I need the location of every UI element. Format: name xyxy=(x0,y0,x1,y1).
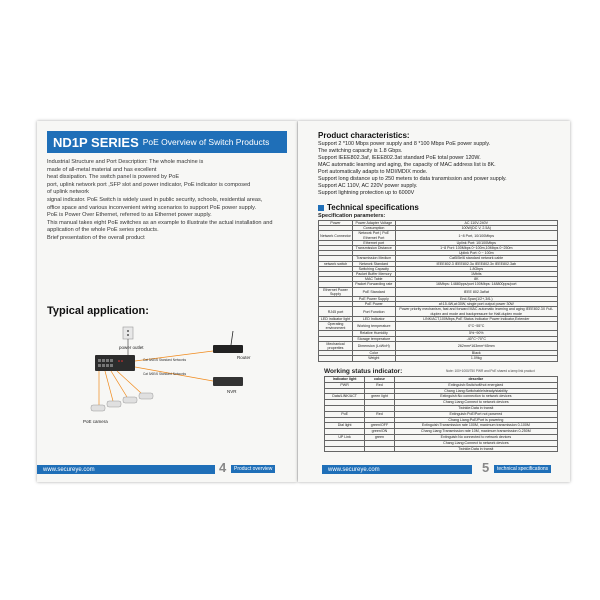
intro-line: port, uplink network port ,SFP slot and power indicator, PoE indicator is composed xyxy=(47,181,251,188)
ws-describe: Extinguish:Switchoff/not energized xyxy=(394,382,557,388)
spec-row xyxy=(319,287,558,296)
working-status-table xyxy=(324,376,558,452)
spec-value: -40°C~70°C xyxy=(395,336,557,341)
spec-row xyxy=(319,322,558,331)
footer-url: www.secureye.com xyxy=(43,466,95,473)
spec-row xyxy=(319,307,558,316)
intro-line: heat dissipation. The switch panel is powered by PoE xyxy=(47,174,180,181)
spec-row xyxy=(319,231,558,240)
intro-line: signal indicator. PoE Switch is widely used in public security, schools, residential areas, xyxy=(47,196,263,203)
series-subtitle: PoE Overview of Switch Products xyxy=(142,137,270,147)
series-header-band xyxy=(47,131,287,153)
spec-parameter: Port Function xyxy=(353,307,396,316)
spec-parameter: Power Adapter Voltage xyxy=(353,221,396,226)
spec-parameter: Storage temperature xyxy=(353,336,396,341)
spec-value: 1~8 Port: 100Mbps 0~100m,10Mbps 0~250m xyxy=(395,246,557,251)
spec-parameter: Dimension (LxWxH) xyxy=(353,341,396,350)
series-title: ND1P SERIES xyxy=(53,134,139,150)
spec-parameter: MAC Table xyxy=(353,277,396,282)
section-square-icon xyxy=(318,205,324,211)
spec-value: 0°C~55°C xyxy=(395,322,557,331)
characteristic-item: MAC automatic learning and aging, the capacity of MAC address list is 8K. xyxy=(318,162,496,168)
spec-category xyxy=(319,356,353,361)
spec-table xyxy=(318,220,558,362)
nvr-icon xyxy=(213,377,243,386)
ws-describe: Twinkle:Data in transit xyxy=(394,446,557,452)
characteristic-item: Support long distance up to 250 meters to data transmission and power supply. xyxy=(318,176,507,182)
ws-describe: Chang Liang:Switchable/steady/stability xyxy=(394,388,557,394)
page-tag: technical specifications xyxy=(494,465,551,473)
spec-category: LED indicator light xyxy=(319,316,353,321)
page-number: 4 xyxy=(219,460,227,475)
tech-spec-heading xyxy=(318,203,419,212)
ws-colour: green/OFF xyxy=(365,423,395,429)
series-header xyxy=(47,131,287,153)
spec-value: 1.8Gbps xyxy=(395,266,557,271)
ws-describe: Extinguish:Transmission rate 100M, maximum transmission 0-100M xyxy=(394,423,557,429)
spec-parameter: PoE Power Supply xyxy=(353,297,396,302)
spec-parameter: Color xyxy=(353,351,396,356)
spec-value: 100W(DC V, 2.5A) xyxy=(395,226,557,231)
spec-parameter: Transmission Medium xyxy=(353,256,396,261)
intro-text xyxy=(47,159,287,243)
power-outlet-label: power outlet xyxy=(119,345,144,350)
spec-value: Uplink Port: 10/100Mbps xyxy=(395,240,557,245)
characteristic-item: Support lightning protection up to 6000V xyxy=(318,190,415,196)
router-icon xyxy=(213,345,243,353)
spec-value: Black xyxy=(395,351,557,356)
ws-describe: Chang Liang:PoE/Port is powering xyxy=(394,417,557,423)
spec-parameter: Switching Capacity xyxy=(353,266,396,271)
footer-bar xyxy=(322,465,472,474)
ws-describe: Chang Liang:Connect to network devices xyxy=(394,440,557,446)
spec-params-label: Specification parameters: xyxy=(318,213,386,219)
characteristic-item: Port automatically adapts to MDI/MDIX mode. xyxy=(318,169,428,175)
characteristics-list xyxy=(318,141,558,197)
ws-colour: Red xyxy=(365,411,395,417)
working-status-heading: Working status indicator: xyxy=(324,368,403,375)
ws-colour xyxy=(365,446,395,452)
ws-indicator: Dial light xyxy=(325,423,365,429)
spec-parameter: Relative Humidity xyxy=(353,331,396,336)
characteristic-item: Support IEEE802.3af, IEEE802.3at standard PoE total power 120W. xyxy=(318,155,481,161)
ws-colour: green xyxy=(365,434,395,440)
ws-row xyxy=(325,446,558,452)
intro-line: Brief presentation of the overall product xyxy=(47,234,145,241)
footer-bar xyxy=(37,465,215,474)
spec-row xyxy=(319,341,558,350)
ws-colour: Red xyxy=(365,382,395,388)
intro-line: PoE is Power Over Ethernet, referred to as Ethernet power supply. xyxy=(47,212,212,219)
spec-value: Cat5/5e/6 standard network cable xyxy=(395,256,557,261)
spec-category: network switch xyxy=(319,261,353,266)
characteristic-item: Support 2 *100 Mbps power supply and 8 *100 Mbps PoE power supply. xyxy=(318,141,491,147)
ws-header-cell: colour xyxy=(365,377,395,383)
ws-describe: Extinguish:No connected to network devices xyxy=(394,434,557,440)
poe-camera-icons xyxy=(91,393,153,411)
spec-parameter: Packet Buffer Memory xyxy=(353,272,396,277)
ws-describe: Chang Liang:Transmission rate 10M, maximum transmission 0-250M xyxy=(394,429,557,435)
cable-label-1: Cat 5/6E/6 Standard Networks xyxy=(143,358,187,362)
typical-application-heading: Typical application: xyxy=(47,305,149,317)
intro-line: made of all-metal material and has excellent xyxy=(47,166,157,173)
spec-parameter: Ethernet port xyxy=(353,240,396,245)
camera-label: PoE camera xyxy=(83,419,108,424)
spec-category: Ethernet Power Supply xyxy=(319,287,353,296)
spec-category: Network Connector xyxy=(319,231,353,240)
spec-value: 8K xyxy=(395,277,557,282)
spec-value: 1.09kg xyxy=(395,356,557,361)
ws-indicator: UP Link xyxy=(325,434,365,440)
spec-parameter: PoE Power xyxy=(353,302,396,307)
ws-describe: Extinguish:No connection to network devices xyxy=(394,394,557,400)
ws-header-cell: Indicator light xyxy=(325,377,365,383)
application-diagram xyxy=(79,325,279,453)
spec-value: 262mm*163mm*45mm xyxy=(395,341,557,350)
ws-indicator: PoE xyxy=(325,411,365,417)
intro-line: Industrial Structure and Port Description: The whole machine is xyxy=(47,159,204,165)
ws-describe: Twinkle:Data in transit xyxy=(394,405,557,411)
intro-line: This manual takes eight PoE switches as an example to illustrate the actual installation and xyxy=(47,219,273,226)
spec-category: Power xyxy=(319,221,353,226)
spec-parameter: Packet Forwarding rate xyxy=(353,282,396,287)
right-page xyxy=(298,121,570,482)
spec-category: Operating environment xyxy=(319,322,353,331)
spec-parameter: LED Indicator xyxy=(353,316,396,321)
ws-colour: green light xyxy=(365,394,395,400)
spec-value: LINK/ACT,100Mbps,PoE Status Indicator Power indicator,Extender xyxy=(395,316,557,321)
ws-indicator: PWR xyxy=(325,382,365,388)
spec-value: Uplink Port: 0 ~ 100m xyxy=(395,251,557,256)
footer-url: www.secureye.com xyxy=(328,466,380,473)
spec-value: Power priority mechanism, fast and forward MAC automatic learning and aging IEEE802.3X Full-duplex and mode and backpressure for Half-duplex mode xyxy=(395,307,557,316)
spec-value: 5%~90% xyxy=(395,331,557,336)
ws-colour: green/ON xyxy=(365,429,395,435)
ws-header-cell: describe xyxy=(394,377,557,383)
spec-value: 16Mbps: 14880pps/port 100Mbps: 148800pps/port xyxy=(395,282,557,287)
intro-line: of uplink network xyxy=(47,189,89,196)
router-label: Router xyxy=(237,355,251,360)
spec-value: IEEE 802.3af/at xyxy=(395,287,557,296)
ws-describe: Chang Liang:Connect to network devices xyxy=(394,400,557,406)
ws-indicator xyxy=(325,446,365,452)
tech-spec-title: Technical specifications xyxy=(327,203,419,212)
intro-line: office space and various inconvenient wiring scenarios to support PoE power supply. xyxy=(47,204,257,211)
spec-parameter: Network Standard xyxy=(353,261,396,266)
spec-parameter: Weight xyxy=(353,356,396,361)
spec-row xyxy=(319,356,558,361)
cable-label-2: Cat 5/6E/6 Standard Networks xyxy=(143,372,187,376)
power-outlet-icon xyxy=(123,327,133,339)
characteristic-item: The switching capacity is 1.8 Gbps. xyxy=(318,148,403,154)
spec-value: IEEE802.3 IEEE802.3u IEEE802.3x IEEE802.3ab xyxy=(395,261,557,266)
spec-category: Mechanical properties xyxy=(319,341,353,350)
characteristics-heading: Product characteristics: xyxy=(318,131,410,140)
ws-indicator: Data/LINK/ACT xyxy=(325,394,365,400)
characteristic-item: Support AC 110V, AC 220V power supply. xyxy=(318,183,418,189)
page-tag: Product overview xyxy=(231,465,275,473)
spec-parameter: Consumption xyxy=(353,226,396,231)
spec-value: 1~8 Port, 10/100Mbps xyxy=(395,231,557,240)
ws-describe: Extinguish:PoE/Port not powered xyxy=(394,411,557,417)
intro-line: application of the whole PoE series products. xyxy=(47,227,159,234)
spec-value: 1Mbits xyxy=(395,272,557,277)
spec-value: End-Span(1/2+,3/6-) xyxy=(395,297,557,302)
spec-parameter: PoE Standard xyxy=(353,287,396,296)
spec-parameter: Network Port | PoE Ethernet Port xyxy=(353,231,396,240)
poe-switch-icon xyxy=(95,355,135,371)
spec-value: AC 110V-240V xyxy=(395,221,557,226)
spec-parameter: Working temperature xyxy=(353,322,396,331)
working-status-note: Note: 100+1000/750 PWR and PoE shared a lamp link product xyxy=(446,369,535,373)
left-page xyxy=(37,121,297,482)
spec-value: af:15.4W,at:30W, single port output power 30W xyxy=(395,302,557,307)
nvr-label: NVR xyxy=(227,389,237,394)
spec-category: RJ45 port xyxy=(319,307,353,316)
page-number: 5 xyxy=(482,460,490,475)
spec-parameter: Transmission Distance xyxy=(353,246,396,251)
